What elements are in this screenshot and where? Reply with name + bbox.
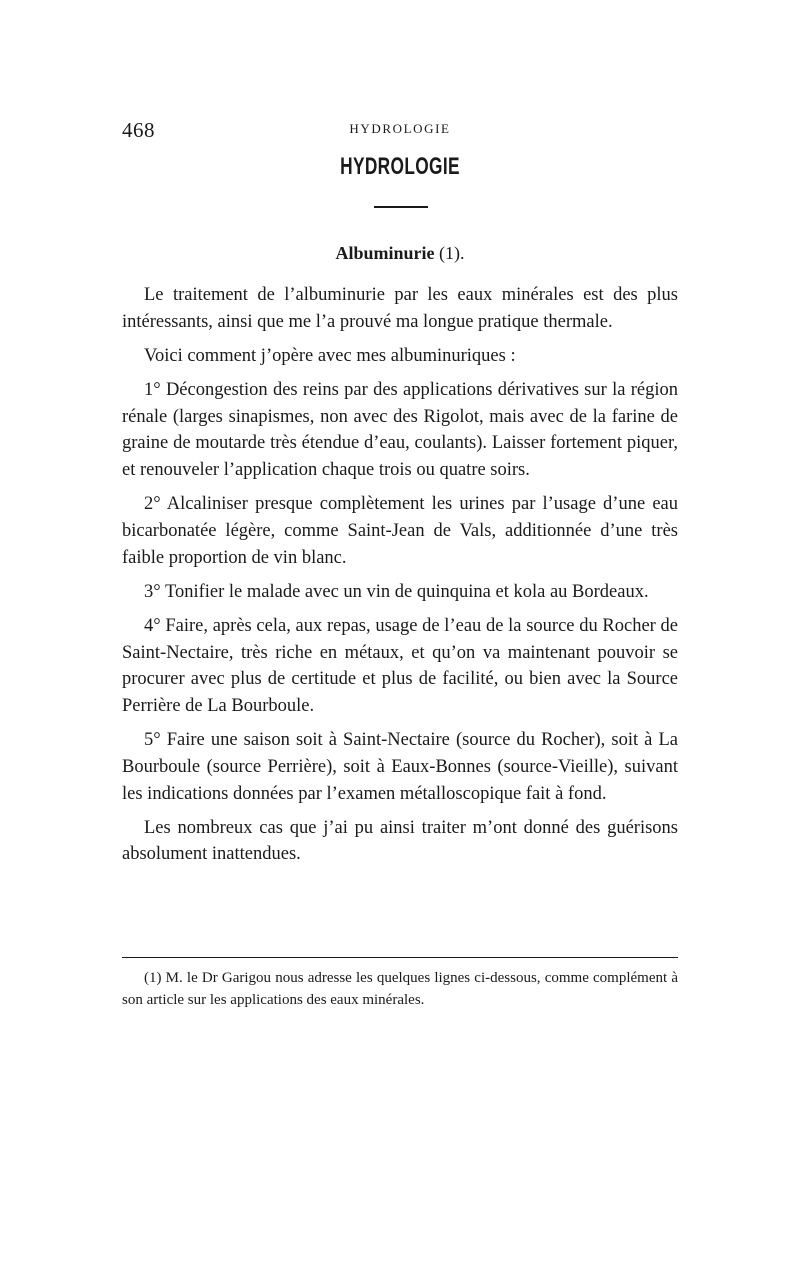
page-number: 468 [122, 118, 155, 142]
paragraph-step-2: 2° Alcaliniser presque complètement les urines par l’usage d’une eau bicarbonatée légère, comme Saint-Jean de Vals, additionnée d’une très faible proportion de vin blanc. [122, 494, 678, 568]
footnote: (1) M. le Dr Garigou nous adresse les quelques lignes ci-dessous, comme complément à son article sur les applications des eaux minérales. [122, 970, 678, 1008]
paragraph-step-3: 3° Tonifier le malade avec un vin de quinquina et kola au Bordeaux. [144, 581, 649, 602]
paragraph-step-5: 5° Faire une saison soit à Saint-Nectaire (source du Rocher), soit à La Bourboule (source Perrière), soit à Eaux-Bonnes (source-Vieille), suivant les indications données par l’examen métalloscopique fait à fond. [122, 730, 678, 804]
body-text [122, 282, 678, 875]
paragraph-intro: Le traitement de l’albuminurie par les eaux minérales est des plus intéressants, ainsi que me l’a prouvé ma longue pratique thermale. [122, 285, 678, 332]
section-title: HYDROLOGIE [340, 153, 460, 180]
footnote-rule [122, 957, 678, 958]
paragraph-method: Voici comment j’opère avec mes albuminuriques : [144, 345, 516, 366]
subtitle-footnote-ref: (1). [434, 243, 465, 263]
paragraph-conclusion: Les nombreux cas que j’ai pu ainsi traiter m’ont donné des guérisons absolument inattendues. [122, 817, 678, 865]
paragraph-step-4: 4° Faire, après cela, aux repas, usage de l’eau de la source du Rocher de Saint-Nectaire, très riche en métaux, et qu’on va maintenant pouvoir se procurer avec plus de certitude et plus de facilité, ou bien avec la Source Perrière de La Bourboule. [122, 615, 678, 717]
title-rule [374, 206, 428, 208]
running-head [122, 118, 678, 140]
paragraph-step-1: 1° Décongestion des reins par des applications dérivatives sur la région rénale (larges sinapismes, non avec des Rigolot, mais avec de la farine de graine de moutarde très étendue d’eau, coulants). Laisser fortement piquer, et renouveler l’application chaque trois ou quatre soirs. [122, 379, 678, 481]
subtitle [0, 243, 800, 264]
subtitle-heading: Albuminurie [335, 243, 435, 263]
running-title: HYDROLOGIE [349, 121, 451, 136]
